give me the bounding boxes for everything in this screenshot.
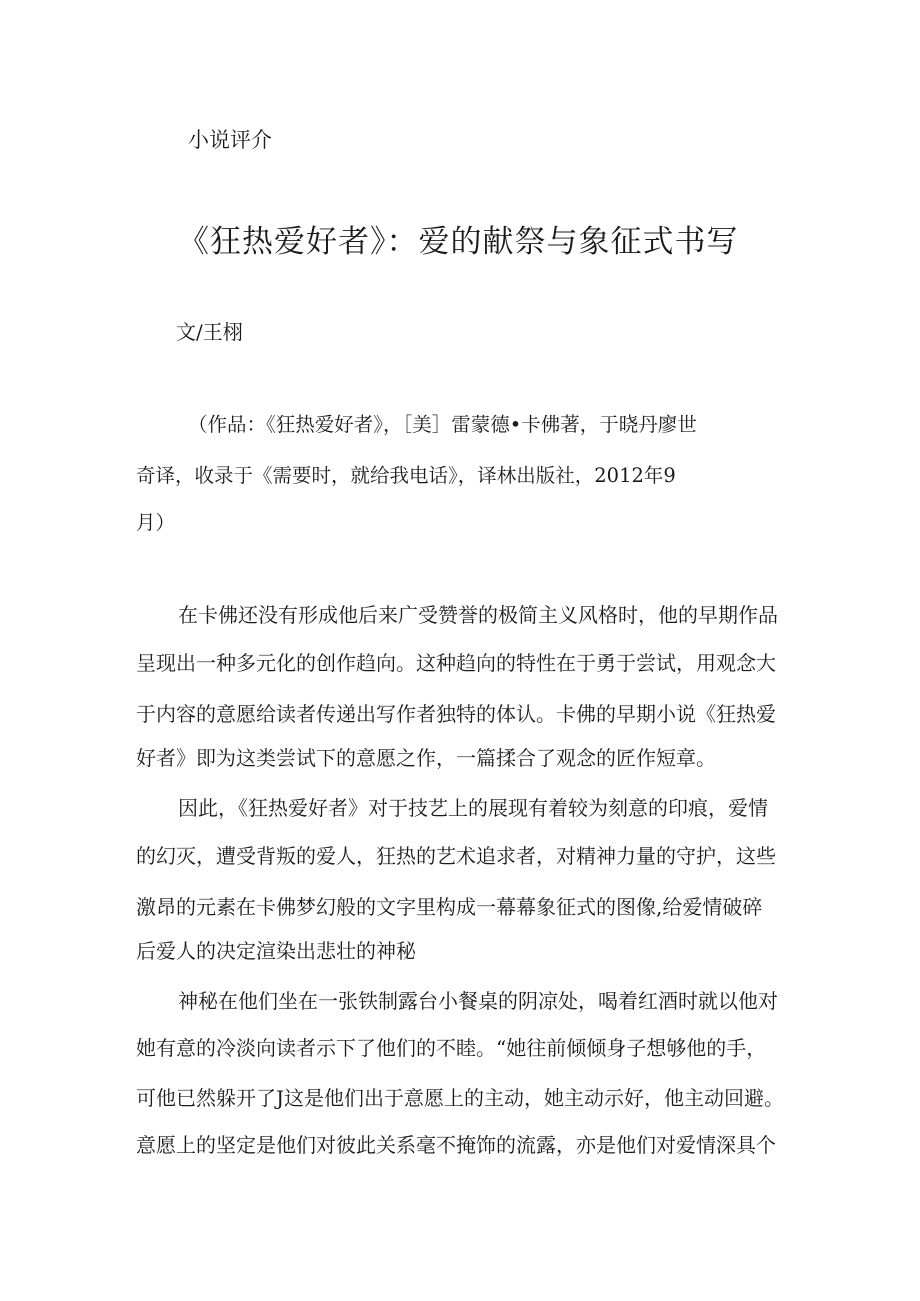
publication-note-line: 奇译，收录于《需要时，就给我电话》，译林出版社，2012年9 (136, 464, 676, 487)
body-paragraph-line: 于内容的意愿给读者传递出写作者独特的体认。卡佛的早期小说《狂热爱 (136, 702, 776, 726)
author-byline: 文/王栩 (176, 320, 243, 344)
body-paragraph-line: 在卡佛还没有形成他后来广受赞誉的极简主义风格时，他的早期作品 (178, 603, 778, 627)
body-paragraph-line: 的幻灭，遭受背叛的爱人，狂热的艺术追求者，对精神力量的守护，这些 (136, 844, 776, 868)
section-label: 小说评介 (188, 128, 272, 152)
publication-note-line: （作品：《狂热爱好者》，［美］雷蒙德•卡佛著，于晓丹廖世 (188, 413, 697, 436)
body-paragraph-line: 呈现出一种多元化的创作趋向。这种趋向的特性在于勇于尝试，用观念大 (136, 651, 776, 675)
publication-note-line: 月） (136, 511, 176, 534)
body-paragraph-line: 激昂的元素在卡佛梦幻般的文字里构成一幕幕象征式的图像,给爱情破碎 (136, 895, 763, 919)
article-title: 《狂热爱好者》：爱的献祭与象征式书写 (178, 224, 739, 260)
body-paragraph-line: 后爱人的决定渲染出悲壮的神秘 (136, 939, 416, 963)
body-paragraph-line: 她有意的冷淡向读者示下了他们的不睦。“她往前倾倾身子想够他的手， (136, 1036, 767, 1060)
body-paragraph-line: 神秘在他们坐在一张铁制露台小餐桌的阴凉处，喝着红酒时就以他对 (178, 989, 778, 1013)
body-paragraph-line: 意愿上的坚定是他们对彼此关系毫不掩饰的流露，亦是他们对爱情深具个 (136, 1133, 776, 1157)
body-paragraph-line: 因此，《狂热爱好者》对于技艺上的展现有着较为刻意的印痕，爱情 (178, 796, 768, 820)
body-paragraph-line: 可他已然躲开了J这是他们出于意愿上的主动，她主动示好，他主动回避。 (136, 1086, 785, 1110)
body-paragraph-line: 好者》即为这类尝试下的意愿之作，一篇揉合了观念的匠作短章。 (136, 746, 716, 770)
